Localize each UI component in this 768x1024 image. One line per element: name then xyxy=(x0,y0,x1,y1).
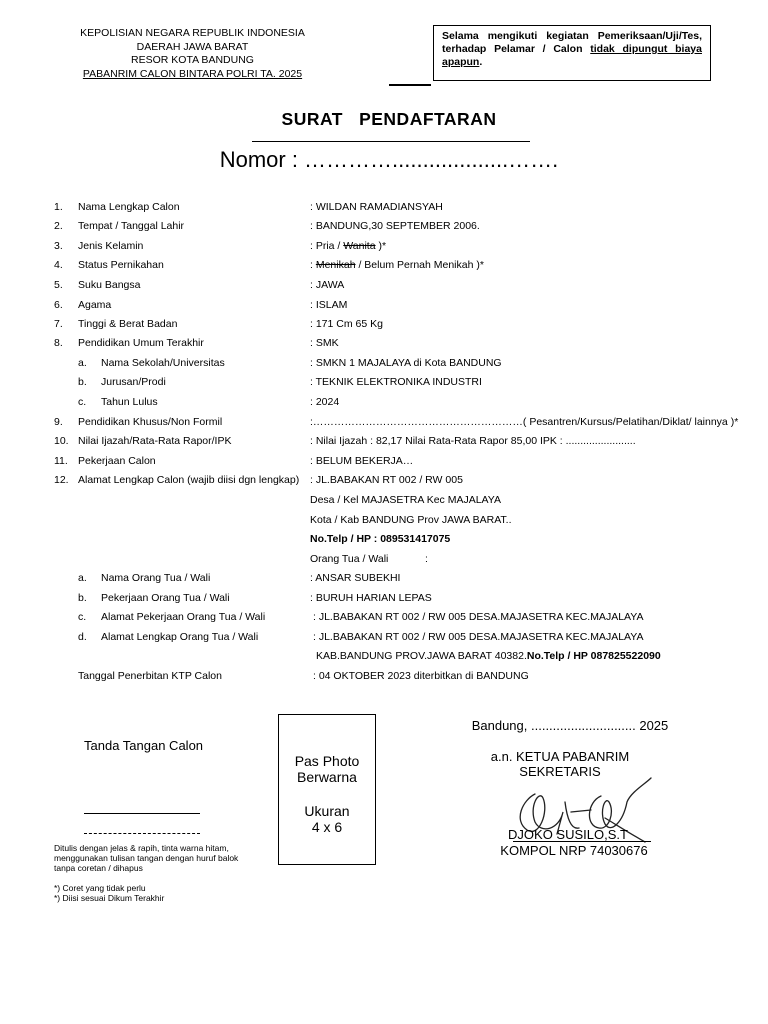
parent-address-line2 xyxy=(316,650,661,663)
field-label: Nilai Ijazah/Rata-Rata Rapor/IPK xyxy=(78,435,232,447)
field-label: Pendidikan Umum Terakhir xyxy=(78,337,204,349)
official-role: SEKRETARIS xyxy=(519,764,601,779)
field-label: Jenis Kelamin xyxy=(78,240,144,252)
document-number: Nomor : …………...................……. xyxy=(219,147,559,172)
header-line-2: DAERAH JAWA BARAT xyxy=(136,40,249,53)
field-label: Nama Lengkap Calon xyxy=(78,201,180,213)
field-value: : SMKN 1 MAJALAYA di Kota BANDUNG xyxy=(310,357,502,369)
field-label: Status Pernikahan xyxy=(78,259,164,271)
note-line-1: Ditulis dengan jelas & rapih, tinta warna hitam, xyxy=(54,843,229,853)
field-label: Jurusan/Prodi xyxy=(101,376,166,388)
field-value: : JL.BABAKAN RT 002 / RW 005 DESA.MAJASETRA KEC.MAJALAYA xyxy=(313,631,644,643)
candidate-name-line xyxy=(84,833,200,834)
note-line-2: menggunakan tulisan tangan dengan huruf balok xyxy=(54,853,239,863)
notice-text: Selama mengikuti kegiatan Pemeriksaan/Uji/Tes, terhadap Pelamar / Calon xyxy=(442,30,702,55)
candidate-signature-label: Tanda Tangan Calon xyxy=(84,738,204,753)
row-number: 5. xyxy=(54,279,63,291)
field-label: Agama xyxy=(78,299,112,311)
footnote-1: *) Coret yang tidak perlu xyxy=(54,883,146,893)
row-number: 3. xyxy=(54,240,63,252)
row-number: 2. xyxy=(54,220,63,232)
parent-heading: Orang Tua / Wali xyxy=(310,553,389,565)
field-label: Nama Sekolah/Universitas xyxy=(101,357,225,369)
place-date: Bandung, ............................. 2025 xyxy=(471,718,669,733)
photo-placeholder xyxy=(278,714,376,865)
agency-header xyxy=(60,27,325,81)
row-number: d. xyxy=(78,631,87,643)
row-number: 9. xyxy=(54,416,63,428)
ktp-label: Tanggal Penerbitan KTP Calon xyxy=(78,670,222,682)
note-line-3: tanpa coretan / dihapus xyxy=(54,863,143,873)
row-number: 7. xyxy=(54,318,63,330)
header-line-3: RESOR KOTA BANDUNG xyxy=(131,54,254,66)
field-label: Tahun Lulus xyxy=(101,396,158,408)
photo-text-2: Berwarna xyxy=(297,769,357,785)
address-telp: No.Telp / HP : 089531417075 xyxy=(310,533,451,545)
row-number: a. xyxy=(78,357,87,369)
fee-notice-box xyxy=(433,25,711,81)
field-label: Pekerjaan Orang Tua / Wali xyxy=(101,592,230,604)
row-number: c. xyxy=(78,611,87,623)
official-nrp: KOMPOL NRP 74030676 xyxy=(500,843,648,858)
row-number: a. xyxy=(78,572,87,584)
field-label: Suku Bangsa xyxy=(78,279,141,291)
ktp-value: : 04 OKTOBER 2023 diterbitkan di BANDUNG xyxy=(313,670,529,682)
official-an: a.n. KETUA PABANRIM xyxy=(490,749,630,764)
row-number: 10. xyxy=(54,435,69,447)
writing-instructions xyxy=(54,843,238,873)
field-value: : BELUM BEKERJA… xyxy=(310,455,414,467)
address-kota: Kota / Kab BANDUNG Prov JAWA BARAT.. xyxy=(310,514,512,526)
field-value: :……………………………………………………( Pesantren/Kursus/Pelatihan/Diklat/ lainnya )* xyxy=(310,416,739,428)
value-part: / Belum Pernah Menikah )* xyxy=(355,259,484,271)
photo-text-1: Pas Photo xyxy=(294,753,360,769)
footnote-2: *) Diisi sesuai Dikum Terakhir xyxy=(54,893,165,903)
field-value: : ISLAM xyxy=(310,299,348,311)
notice-underlined: tidak dipungut biaya apapun xyxy=(442,43,702,68)
field-label: Tinggi & Berat Badan xyxy=(78,318,178,330)
field-value: : JAWA xyxy=(310,279,345,291)
field-label: Pendidikan Khusus/Non Formil xyxy=(78,416,223,428)
value-part: : Pria / xyxy=(310,240,344,252)
address-desa: Desa / Kel MAJASETRA Kec MAJALAYA xyxy=(310,494,502,506)
field-label: Nama Orang Tua / Wali xyxy=(101,572,211,584)
value-part: )* xyxy=(375,240,387,252)
field-value: : BANDUNG,30 SEPTEMBER 2006. xyxy=(310,220,480,232)
divider xyxy=(389,84,431,86)
notice-end: . xyxy=(479,56,483,68)
official-name-rule xyxy=(513,841,651,842)
title-rule xyxy=(252,141,530,142)
field-value xyxy=(310,259,484,272)
field-value: : WILDAN RAMADIANSYAH xyxy=(310,201,443,213)
field-value: : Nilai Ijazah : 82,17 Nilai Rata-Rata Rapor 85,00 IPK : ........................ xyxy=(310,435,636,447)
parent-telp: No.Telp / HP 087825522090 xyxy=(526,650,661,662)
photo-text-3: Ukuran xyxy=(304,803,350,819)
row-number: 1. xyxy=(54,201,63,213)
row-number: 12. xyxy=(54,474,69,486)
row-number: b. xyxy=(78,592,87,604)
struck-option: Wanita xyxy=(343,240,376,252)
field-value: : 171 Cm 65 Kg xyxy=(310,318,383,330)
field-value: : SMK xyxy=(310,337,339,349)
parent-heading-colon: : xyxy=(425,553,428,565)
field-value: : ANSAR SUBEKHI xyxy=(310,572,401,584)
field-label: Alamat Lengkap Orang Tua / Wali xyxy=(101,631,259,643)
field-value: : BURUH HARIAN LEPAS xyxy=(310,592,432,604)
row-number: 8. xyxy=(54,337,63,349)
field-value: : JL.BABAKAN RT 002 / RW 005 xyxy=(310,474,463,486)
official-name: DJOKO SUSILO,S.T xyxy=(508,827,628,842)
field-value: : TEKNIK ELEKTRONIKA INDUSTRI xyxy=(310,376,482,388)
row-number: 4. xyxy=(54,259,63,271)
field-label: Tempat / Tanggal Lahir xyxy=(78,220,185,232)
row-number: 6. xyxy=(54,299,63,311)
value-part: : xyxy=(310,259,316,271)
row-number: b. xyxy=(78,376,87,388)
header-line-1: KEPOLISIAN NEGARA REPUBLIK INDONESIA xyxy=(80,27,305,39)
field-label: Alamat Lengkap Calon (wajib diisi dgn lengkap) xyxy=(78,474,300,486)
struck-option: Menikah xyxy=(315,259,356,271)
candidate-signature-line xyxy=(84,813,200,814)
field-label: Pekerjaan Calon xyxy=(78,455,156,467)
photo-text-4: 4 x 6 xyxy=(311,819,343,835)
header-line-4: PABANRIM CALON BINTARA POLRI TA. 2025 xyxy=(82,67,303,80)
row-number: c. xyxy=(78,396,87,408)
parent-address-city: KAB.BANDUNG PROV.JAWA BARAT 40382. xyxy=(316,650,527,662)
document-title: SURAT PENDAFTARAN xyxy=(281,109,497,129)
row-number: 11. xyxy=(54,455,68,467)
field-value: : JL.BABAKAN RT 002 / RW 005 DESA.MAJASETRA KEC.MAJALAYA xyxy=(313,611,644,623)
footnotes xyxy=(54,883,164,903)
field-value xyxy=(310,240,386,253)
field-label: Alamat Pekerjaan Orang Tua / Wali xyxy=(101,611,266,623)
field-value: : 2024 xyxy=(310,396,340,408)
